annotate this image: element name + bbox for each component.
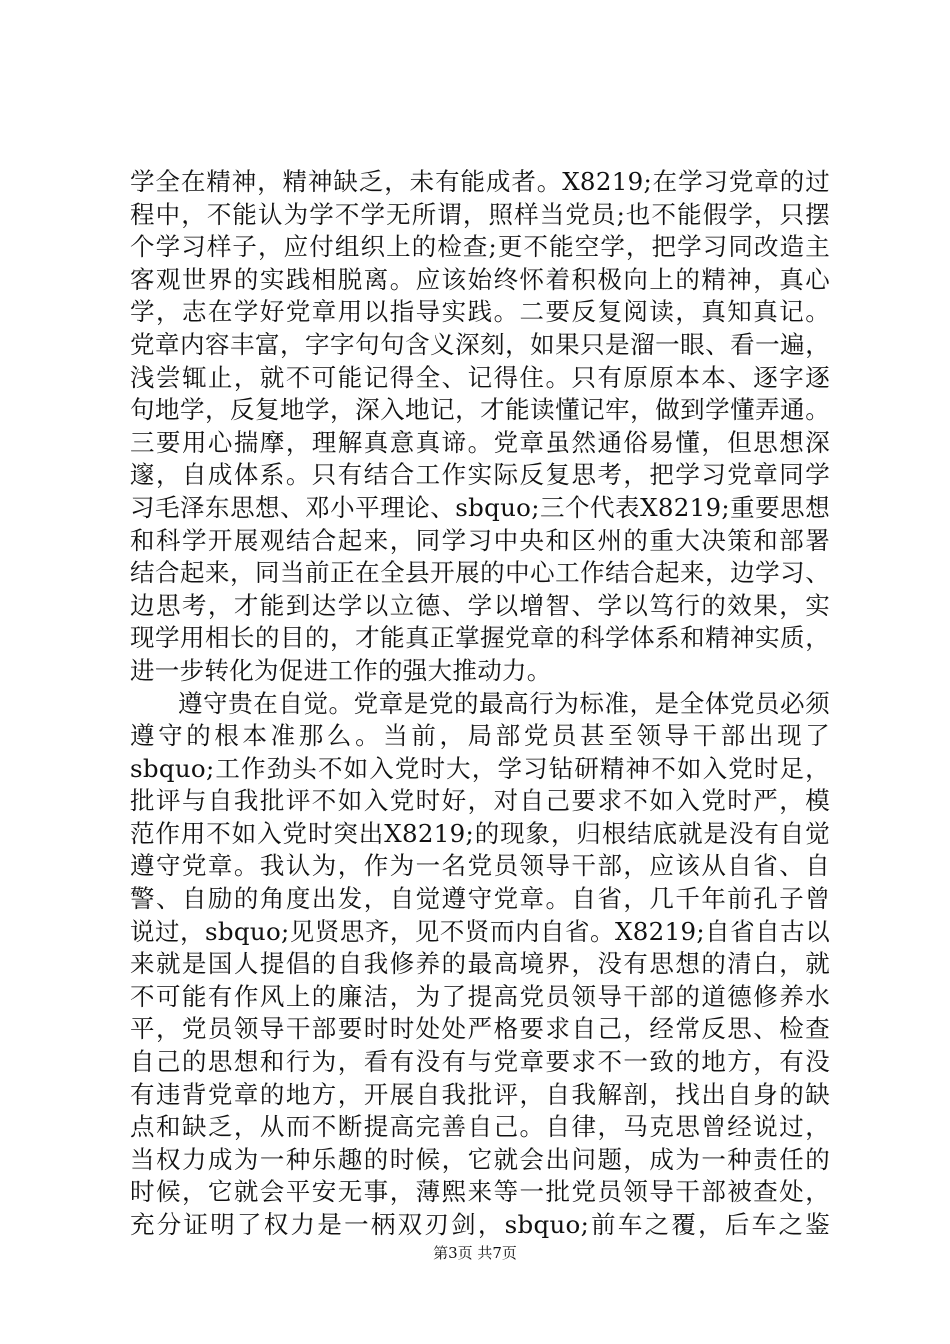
text-line: 浅尝辄止，就不可能记得全、记得住。只有原原本本、逐字逐 (130, 362, 830, 392)
text-line: 不可能有作风上的廉洁，为了提高党员领导干部的道德修养水 (130, 981, 830, 1011)
text-line: 时候，它就会平安无事，薄熙来等一批党员领导干部被查处， (130, 1177, 830, 1207)
text-line: 结合起来，同当前正在全县开展的中心工作结合起来，边学习、 (130, 558, 830, 588)
text-line: 自己的思想和行为，看有没有与党章要求不一致的地方，有没 (130, 1047, 830, 1077)
text-line: 句地学，反复地学，深入地记，才能读懂记牢，做到学懂弄通。 (130, 395, 830, 425)
text-line: 点和缺乏，从而不断提高完善自己。自律，马克思曾经说过， (130, 1112, 830, 1142)
text-line: 边思考，才能到达学以立德、学以增智、学以笃行的效果，实 (130, 590, 830, 620)
text-line: 和科学开展观结合起来，同学习中央和区州的重大决策和部署 (130, 525, 830, 555)
text-line: 学全在精神，精神缺乏，未有能成者。X8219;在学习党章的过 (130, 167, 830, 196)
text-line: 有违背党章的地方，开展自我批评，自我解剖，找出自身的缺 (130, 1079, 830, 1109)
text-line: 来就是国人提倡的自我修养的最高境界，没有思想的清白，就 (130, 949, 830, 979)
body-text (130, 166, 830, 1242)
text-line: 警、自励的角度出发，自觉遵守党章。自省，几千年前孔子曾 (130, 884, 830, 914)
text-line: 说过，sbquo;见贤思齐，见不贤而内自省。X8219;自省自古以 (130, 916, 830, 946)
text-line: 党章内容丰富，字字句句含义深刻，如果只是溜一眼、看一遍， (130, 329, 830, 359)
text-line: 三要用心揣摩，理解真意真谛。党章虽然通俗易懂，但思想深 (130, 427, 830, 457)
text-line: 客观世界的实践相脱离。应该始终怀着积极向上的精神，真心 (130, 264, 830, 294)
paragraph-end-line: 进一步转化为促进工作的强大推动力。 (130, 655, 552, 685)
text-line: 充分证明了权力是一柄双刃剑，sbquo;前车之覆，后车之鉴 (130, 1210, 830, 1239)
text-line: 学，志在学好党章用以指导实践。二要反复阅读，真知真记。 (130, 297, 830, 327)
text-line: 范作用不如入党时突出X8219;的现象，归根结底就是没有自觉 (130, 818, 830, 848)
text-line: 个学习样子，应付组织上的检查;更不能空学，把学习同改造主 (130, 232, 830, 262)
text-line: 现学用相长的目的，才能真正掌握党章的科学体系和精神实质， (130, 623, 830, 653)
text-line: sbquo;工作劲头不如入党时大，学习钻研精神不如入党时足， (130, 753, 830, 783)
text-line: 当权力成为一种乐趣的时候，它就会出问题，成为一种责任的 (130, 1144, 830, 1174)
text-line: 遵守党章。我认为，作为一名党员领导干部，应该从自省、自 (130, 851, 830, 881)
text-line: 遵守的根本准那么。当前，局部党员甚至领导干部出现了 (130, 721, 830, 751)
text-line: 程中，不能认为学不学无所谓，照样当党员;也不能假学，只摆 (130, 199, 830, 229)
text-line: 批评与自我批评不如入党时好，对自己要求不如入党时严，模 (130, 786, 830, 816)
paragraph-start-line: 遵守贵在自觉。党章是党的最高行为标准，是全体党员必须 (178, 688, 830, 718)
page-number-footer: 第3页 共7页 (433, 1244, 517, 1262)
text-line: 平，党员领导干部要时时处处严格要求自己，经常反思、检查 (130, 1014, 830, 1044)
text-line: 习毛泽东思想、邓小平理论、sbquo;三个代表X8219;重要思想 (130, 492, 830, 522)
text-line: 邃，自成体系。只有结合工作实际反复思考，把学习党章同学 (130, 460, 830, 490)
